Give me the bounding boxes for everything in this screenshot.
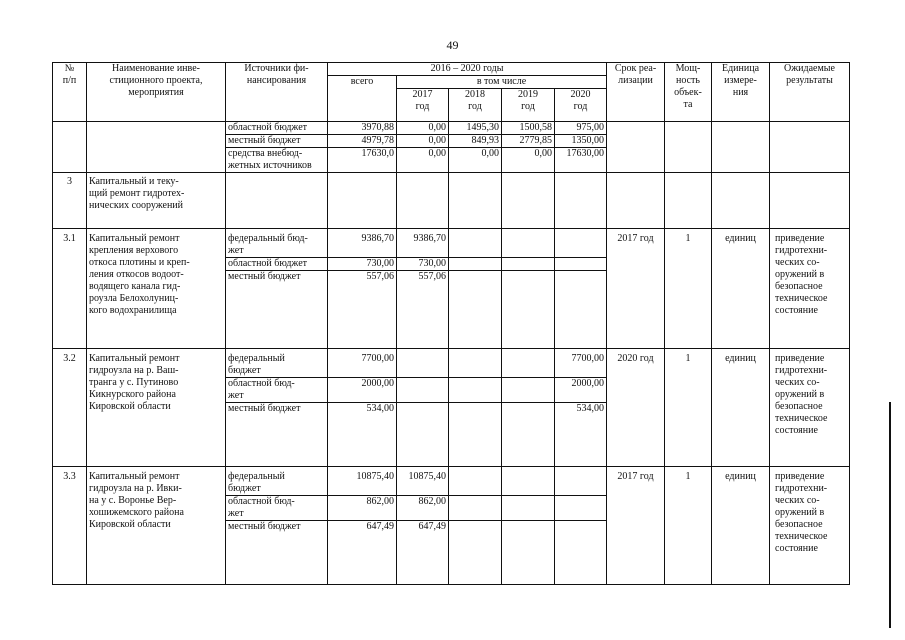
source-cell: местный бюджет <box>226 135 328 148</box>
header-period: 2016 – 2020 годы <box>328 63 607 76</box>
header-capacity: Мощ- ность объек- та <box>665 63 712 122</box>
header-results: Ожидаемые результаты <box>770 63 850 122</box>
source-cell: областной бюджет <box>226 122 328 135</box>
empty-cell <box>502 173 555 229</box>
project-capacity: 1 <box>665 467 712 585</box>
y2017-cell: 647,49 <box>397 521 449 585</box>
empty-cell <box>665 173 712 229</box>
header-total: всего <box>328 76 397 122</box>
empty-cell <box>449 173 502 229</box>
y2020-cell <box>555 271 607 349</box>
source-cell: местный бюджет <box>226 271 328 349</box>
header-term: Срок реа- лизации <box>607 63 665 122</box>
y2019-cell <box>502 258 555 271</box>
y2020-cell: 17630,00 <box>555 148 607 173</box>
project-result: приведение гидротехни- ческих со- оружений в безопасное техническое состояние <box>770 229 850 349</box>
y2017-cell: 0,00 <box>397 135 449 148</box>
project-name: Капитальный ремонт крепления верхового откоса плотины и креп- ления откосов водоот- водящего канала гид- роузла Белохолуниц- кого водохранилища <box>87 229 226 349</box>
y2017-cell <box>397 403 449 467</box>
total-cell: 730,00 <box>328 258 397 271</box>
y2020-cell: 1350,00 <box>555 135 607 148</box>
y2019-cell <box>502 403 555 467</box>
y2017-cell: 10875,40 <box>397 467 449 496</box>
y2017-cell: 862,00 <box>397 496 449 521</box>
source-cell: федеральный бюджет <box>226 467 328 496</box>
header-year-2019: 2019 год <box>502 89 555 122</box>
y2018-cell <box>449 467 502 496</box>
total-cell: 647,49 <box>328 521 397 585</box>
source-cell: федеральный бюд- жет <box>226 229 328 258</box>
total-cell: 4979,78 <box>328 135 397 148</box>
source-cell: средства внебюд- жетных источников <box>226 148 328 173</box>
project-row <box>53 349 850 378</box>
y2017-cell: 9386,70 <box>397 229 449 258</box>
project-row <box>53 467 850 496</box>
y2018-cell <box>449 271 502 349</box>
carry-row <box>53 122 850 135</box>
total-cell: 557,06 <box>328 271 397 349</box>
project-unit: единиц <box>712 349 770 467</box>
total-cell: 534,00 <box>328 403 397 467</box>
source-cell: областной бюд- жет <box>226 378 328 403</box>
empty-cell <box>397 173 449 229</box>
header-num: № п/п <box>53 63 87 122</box>
project-name: Капитальный ремонт гидроузла на р. Ивки- на у с. Воронье Вер- хошижемского района Кировской области <box>87 467 226 585</box>
project-unit: единиц <box>712 467 770 585</box>
header-year-2018: 2018 год <box>449 89 502 122</box>
empty-cell <box>770 173 850 229</box>
total-cell: 2000,00 <box>328 378 397 403</box>
y2019-cell: 2779,85 <box>502 135 555 148</box>
project-capacity: 1 <box>665 349 712 467</box>
carry-num-cell <box>53 122 87 173</box>
carry-capacity-cell <box>665 122 712 173</box>
y2017-cell <box>397 349 449 378</box>
y2017-cell: 0,00 <box>397 122 449 135</box>
source-cell: областной бюд- жет <box>226 496 328 521</box>
project-result: приведение гидротехни- ческих со- оружений в безопасное техническое состояние <box>770 349 850 467</box>
total-cell: 7700,00 <box>328 349 397 378</box>
section-row <box>53 173 850 229</box>
y2019-cell <box>502 271 555 349</box>
empty-cell <box>226 173 328 229</box>
project-num: 3.1 <box>53 229 87 349</box>
project-row <box>53 229 850 258</box>
page-edge-line <box>889 402 891 628</box>
carry-result-cell <box>770 122 850 173</box>
project-term: 2020 год <box>607 349 665 467</box>
source-cell: местный бюджет <box>226 403 328 467</box>
y2020-cell: 975,00 <box>555 122 607 135</box>
header-sources: Источники фи- нансирования <box>226 63 328 122</box>
y2018-cell <box>449 349 502 378</box>
y2020-cell <box>555 258 607 271</box>
carry-name-cell <box>87 122 226 173</box>
y2019-cell: 1500,58 <box>502 122 555 135</box>
y2020-cell: 534,00 <box>555 403 607 467</box>
empty-cell <box>712 173 770 229</box>
y2018-cell <box>449 403 502 467</box>
project-unit: единиц <box>712 229 770 349</box>
y2018-cell <box>449 496 502 521</box>
investment-table <box>52 62 850 585</box>
y2018-cell <box>449 229 502 258</box>
section-name: Капитальный и теку- щий ремонт гидротех- нических сооружений <box>87 173 226 229</box>
project-num: 3.2 <box>53 349 87 467</box>
total-cell: 10875,40 <box>328 467 397 496</box>
project-term: 2017 год <box>607 229 665 349</box>
y2020-cell <box>555 496 607 521</box>
carry-term-cell <box>607 122 665 173</box>
y2019-cell <box>502 229 555 258</box>
header-year-2017: 2017 год <box>397 89 449 122</box>
y2020-cell <box>555 229 607 258</box>
total-cell: 17630,0 <box>328 148 397 173</box>
y2020-cell <box>555 521 607 585</box>
y2017-cell: 557,06 <box>397 271 449 349</box>
empty-cell <box>328 173 397 229</box>
project-capacity: 1 <box>665 229 712 349</box>
empty-cell <box>555 173 607 229</box>
project-name: Капитальный ремонт гидроузла на р. Ваш- транга у с. Путиново Кикнурского района Кировской области <box>87 349 226 467</box>
y2020-cell: 2000,00 <box>555 378 607 403</box>
y2019-cell <box>502 378 555 403</box>
table-body <box>53 63 850 585</box>
y2020-cell: 7700,00 <box>555 349 607 378</box>
y2019-cell: 0,00 <box>502 148 555 173</box>
total-cell: 9386,70 <box>328 229 397 258</box>
source-cell: областной бюджет <box>226 258 328 271</box>
y2018-cell: 1495,30 <box>449 122 502 135</box>
section-num: 3 <box>53 173 87 229</box>
total-cell: 3970,88 <box>328 122 397 135</box>
page-number: 49 <box>446 38 459 52</box>
project-term: 2017 год <box>607 467 665 585</box>
header-unit: Единица измере- ния <box>712 63 770 122</box>
y2019-cell <box>502 521 555 585</box>
project-num: 3.3 <box>53 467 87 585</box>
y2018-cell <box>449 258 502 271</box>
y2017-cell: 0,00 <box>397 148 449 173</box>
y2019-cell <box>502 467 555 496</box>
total-cell: 862,00 <box>328 496 397 521</box>
source-cell: федеральный бюджет <box>226 349 328 378</box>
y2019-cell <box>502 349 555 378</box>
header-year-2020: 2020 год <box>555 89 607 122</box>
y2017-cell: 730,00 <box>397 258 449 271</box>
y2018-cell <box>449 521 502 585</box>
header-including: в том числе <box>397 76 607 89</box>
project-result: приведение гидротехни- ческих со- оружений в безопасное техническое состояние <box>770 467 850 585</box>
header-name: Наименование инве- стиционного проекта, мероприятия <box>87 63 226 122</box>
y2020-cell <box>555 467 607 496</box>
y2018-cell: 849,93 <box>449 135 502 148</box>
y2017-cell <box>397 378 449 403</box>
y2018-cell <box>449 378 502 403</box>
source-cell: местный бюджет <box>226 521 328 585</box>
y2018-cell: 0,00 <box>449 148 502 173</box>
empty-cell <box>607 173 665 229</box>
carry-unit-cell <box>712 122 770 173</box>
y2019-cell <box>502 496 555 521</box>
